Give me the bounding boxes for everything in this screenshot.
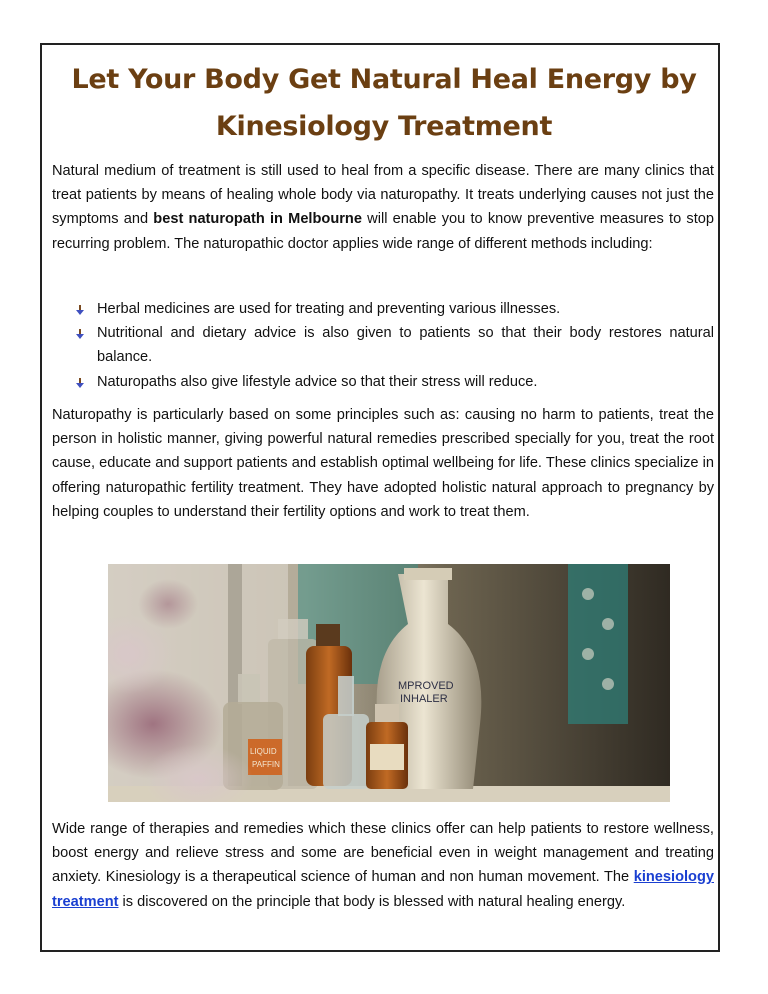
principles-paragraph: Naturopathy is particularly based on some principles such as: causing no harm to patients, treat the person in holistic manner, giving powerful natural remedies prescribed specially for you, treat the root cause, educate and support patients and establish optimal wellbeing for life. These clinics specialize in offering naturopathic fertility treatment. They have adopted holistic natural approach to pregnancy by helping couples to understand their fertility options and work to treat them.	[52, 407, 714, 520]
arrow-bullet-icon	[74, 304, 86, 316]
list-item-text: Nutritional and dietary advice is also given to patients so that their body restores natural balance.	[97, 325, 714, 366]
intro-text-end: will enable you to know preventive measures to stop recurring problem. The naturopathic doctor applies wide range of different methods including:	[52, 211, 714, 252]
apothecary-bottles-photo	[108, 564, 670, 802]
intro-text-start: Natural medium of treatment is still used to heal from a specific disease. There are many clinics that treat patients by means of healing whole body via naturopathy. It treats underlying causes not just the symptoms and	[52, 163, 714, 228]
bottles-image	[108, 564, 670, 802]
list-item-text: Naturopaths also give lifestyle advice so that their stress will reduce.	[97, 373, 538, 390]
page-title: Let Your Body Get Natural Heal Energy by Kinesiology Treatment	[71, 64, 697, 142]
list-item	[72, 297, 714, 321]
list-item	[72, 321, 714, 369]
intro-paragraph	[52, 159, 714, 256]
list-item-text: Herbal medicines are used for treating and preventing various illnesses.	[97, 301, 561, 317]
bottle-label-text: MPROVED	[398, 680, 454, 692]
para3-text-start: Wide range of therapies and remedies which these clinics offer can help patients to restore wellness, boost energy and relieve stress and some are beneficial even in weight management and treating anxiety. Kinesiology is a therapeutical science of human and non human movement. The	[52, 821, 714, 886]
bottle-label-text: INHALER	[400, 693, 448, 705]
bottle-label-text: PAFFIN	[252, 760, 280, 769]
kinesiology-treatment-link[interactable]: kinesiology treatment	[52, 869, 714, 910]
arrow-bullet-icon	[74, 377, 86, 389]
arrow-bullet-icon	[74, 328, 86, 340]
methods-list	[72, 297, 714, 394]
intro-bold-phrase: best naturopath in Melbourne	[153, 211, 362, 228]
kinesiology-paragraph	[52, 817, 714, 914]
list-item	[72, 370, 714, 394]
bottle-label-text: LIQUID	[250, 747, 277, 756]
para3-text-end: is discovered on the principle that body is blessed with natural healing energy.	[118, 893, 626, 910]
